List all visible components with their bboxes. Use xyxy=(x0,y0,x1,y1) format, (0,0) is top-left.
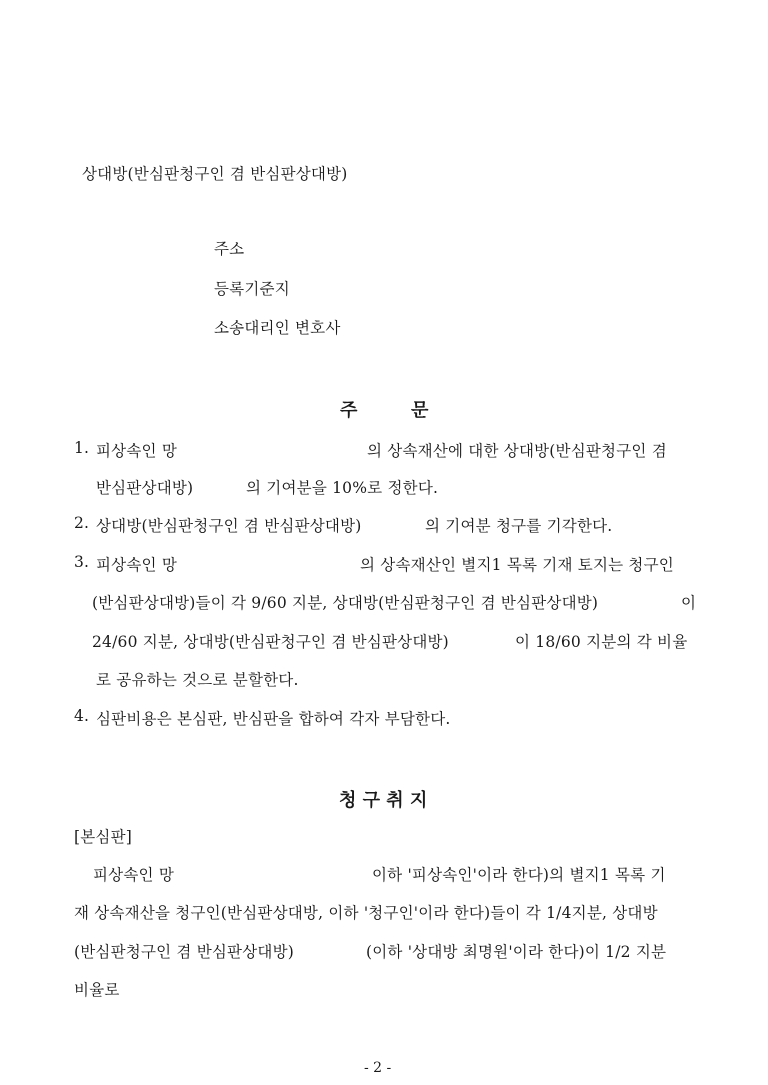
claim-section-label: [본심판] xyxy=(74,828,133,846)
judgment-item4-text: 심판비용은 본심판, 반심판을 합하여 각자 부담한다. xyxy=(96,710,451,728)
party-field-attorney: 소송대리인 변호사 xyxy=(214,319,341,337)
judgment-item4-number: 4. xyxy=(74,707,90,725)
judgment-item1-text-a: 피상속인 망 xyxy=(96,442,177,460)
judgment-item3-text-g: 로 공유하는 것으로 분할한다. xyxy=(96,671,299,689)
claim-line3-b: (이하 '상대방 최명원'이라 한다)이 1/2 지분 xyxy=(366,943,667,961)
judgment-heading-right: 문 xyxy=(411,400,429,421)
claim-line2: 재 상속재산을 청구인(반심판상대방, 이하 '청구인'이라 한다)들이 각 1/4지분, 상대방 xyxy=(74,904,658,922)
judgment-item3-text-f: 이 18/60 지분의 각 비율 xyxy=(515,633,688,651)
judgment-item1-number: 1. xyxy=(74,439,90,457)
judgment-item3-number: 3. xyxy=(74,553,90,571)
judgment-item3-text-d: 이 xyxy=(681,594,697,612)
judgment-item1-text-c: 반심판상대방) xyxy=(96,479,194,497)
party-field-address: 주소 xyxy=(214,240,245,258)
judgment-item1-text-b-content: 의 상속재산에 대한 상대방(반심판청구인 겸 xyxy=(367,442,667,460)
claim-line1-a: 피상속인 망 xyxy=(93,866,174,884)
judgment-item2-text-a: 상대방(반심판청구인 겸 반심판상대방) xyxy=(96,517,362,535)
judgment-heading-left: 주 xyxy=(340,400,358,421)
party-field-registration: 등록기준지 xyxy=(214,280,290,298)
judgment-item1-text-b xyxy=(367,439,692,461)
judgment-item3-text-c: (반심판상대방)들이 각 9/60 지분, 상대방(반심판청구인 겸 반심판상대방) xyxy=(92,594,599,612)
judgment-item3-text-a: 피상속인 망 xyxy=(96,556,177,574)
claim-line4: 비율로 xyxy=(74,981,120,999)
page-number: - 2 - xyxy=(364,1060,392,1076)
judgment-item1-text-d: 의 기여분을 10%로 정한다. xyxy=(246,479,439,497)
judgment-item3-text-b: 의 상속재산인 별지1 목록 기재 토지는 청구인 xyxy=(360,556,674,574)
claim-line1-b: 이하 '피상속인'이라 한다)의 별지1 목록 기 xyxy=(372,866,666,884)
claim-line3-a: (반심판청구인 겸 반심판상대방) xyxy=(74,943,294,961)
party-role: 상대방(반심판청구인 겸 반심판상대방) xyxy=(82,165,348,183)
claim-heading: 청 구 취 지 xyxy=(339,790,428,811)
judgment-item3-text-e: 24/60 지분, 상대방(반심판청구인 겸 반심판상대방) xyxy=(92,633,449,651)
judgment-item2-number: 2. xyxy=(74,514,90,532)
judgment-item2-text-b: 의 기여분 청구를 기각한다. xyxy=(425,517,613,535)
